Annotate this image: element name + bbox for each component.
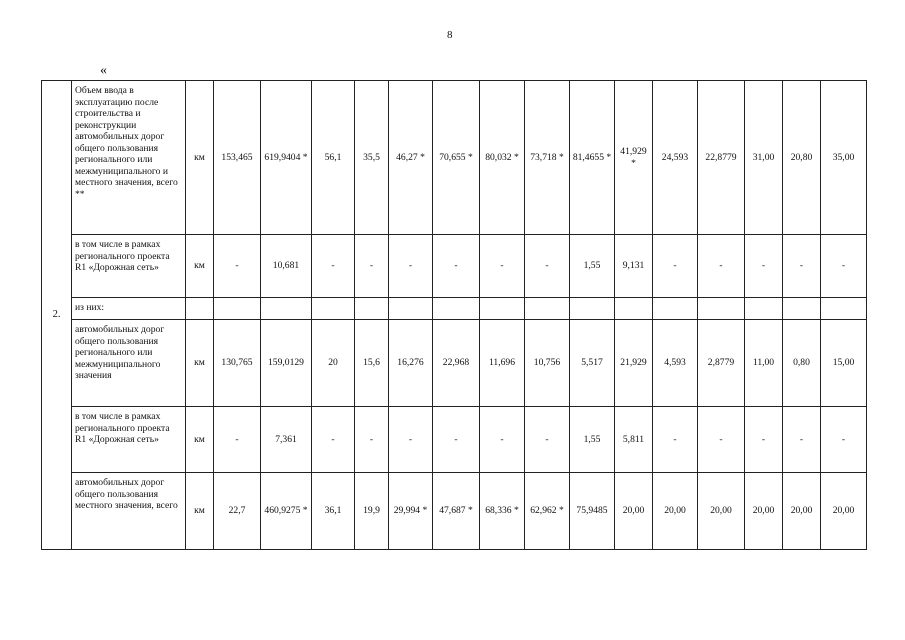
value-cell: 20 [312,320,355,407]
value-cell: - [821,235,867,298]
value-cell: 46,27 * [389,81,433,235]
value-cell: 20,00 [653,473,698,550]
value-cell [615,298,653,320]
value-cell: 81,4655 * [570,81,615,235]
value-cell: - [525,407,570,473]
value-cell: - [821,407,867,473]
value-cell: 20,00 [783,473,821,550]
indicator-description-cell: автомобильных дорог общего пользования регионального или межмуниципального значения [72,320,186,407]
value-cell: - [214,235,261,298]
value-cell: 16,276 [389,320,433,407]
value-cell [433,298,480,320]
value-cell: 41,929 * [615,81,653,235]
value-cell: 68,336 * [480,473,525,550]
value-cell: 5,517 [570,320,615,407]
unit-cell: км [186,320,214,407]
value-cell: - [698,407,745,473]
value-cell [745,298,783,320]
value-cell: 15,00 [821,320,867,407]
indicator-description-cell: в том числе в рамках регионального проекта R1 «Дорожная сеть» [72,407,186,473]
value-cell: - [312,235,355,298]
indicator-description-cell: в том числе в рамках регионального проекта R1 «Дорожная сеть» [72,235,186,298]
table-row [42,81,867,235]
value-cell: - [214,407,261,473]
table-row [42,298,867,320]
indicator-description-cell: Объем ввода в эксплуатацию после строительства и реконструкции автомобильных дорог общего пользования регионального или межмуниципального и местного значения, всего ** [72,81,186,235]
value-cell: 20,00 [745,473,783,550]
opening-quote-mark: « [100,63,107,78]
value-cell: 22,8779 [698,81,745,235]
value-cell: 10,681 [261,235,312,298]
value-cell: - [698,235,745,298]
value-cell: - [480,235,525,298]
value-cell: 5,811 [615,407,653,473]
value-cell: 19,9 [355,473,389,550]
value-cell: - [480,407,525,473]
value-cell: 11,00 [745,320,783,407]
value-cell: 0,80 [783,320,821,407]
indicator-description-cell: из них: [72,298,186,320]
value-cell: - [312,407,355,473]
value-cell [570,298,615,320]
table-row [42,407,867,473]
value-cell: 29,994 * [389,473,433,550]
unit-cell: км [186,407,214,473]
value-cell: - [355,407,389,473]
value-cell: 2,8779 [698,320,745,407]
row-number-cell: 2. [42,81,72,550]
value-cell [261,298,312,320]
value-cell: 47,687 * [433,473,480,550]
unit-cell: км [186,473,214,550]
value-cell [821,298,867,320]
value-cell: 20,80 [783,81,821,235]
value-cell: 460,9275 * [261,473,312,550]
value-cell: 130,765 [214,320,261,407]
table-row [42,235,867,298]
value-cell: 22,7 [214,473,261,550]
value-cell: 20,00 [821,473,867,550]
value-cell: 80,032 * [480,81,525,235]
value-cell: - [653,235,698,298]
value-cell [355,298,389,320]
value-cell: 21,929 [615,320,653,407]
value-cell: 20,00 [615,473,653,550]
value-cell: 20,00 [698,473,745,550]
value-cell: 11,696 [480,320,525,407]
value-cell: 75,9485 [570,473,615,550]
page-number: 8 [447,29,453,41]
value-cell: 1,55 [570,235,615,298]
value-cell: - [745,407,783,473]
value-cell: 1,55 [570,407,615,473]
indicator-description-cell: автомобильных дорог общего пользования местного значения, всего [72,473,186,550]
road-commissioning-table [41,80,867,550]
value-cell: 15,6 [355,320,389,407]
value-cell: - [783,235,821,298]
value-cell: 7,361 [261,407,312,473]
value-cell [312,298,355,320]
value-cell: - [525,235,570,298]
value-cell: 22,968 [433,320,480,407]
value-cell: 35,00 [821,81,867,235]
value-cell: - [783,407,821,473]
value-cell [214,298,261,320]
value-cell [480,298,525,320]
value-cell: 10,756 [525,320,570,407]
value-cell: - [433,407,480,473]
value-cell: 153,465 [214,81,261,235]
value-cell [525,298,570,320]
unit-cell: км [186,81,214,235]
value-cell: - [389,235,433,298]
value-cell [783,298,821,320]
value-cell: 56,1 [312,81,355,235]
unit-cell [186,298,214,320]
value-cell: 159,0129 [261,320,312,407]
table-row [42,320,867,407]
value-cell: 36,1 [312,473,355,550]
value-cell: 73,718 * [525,81,570,235]
value-cell: - [653,407,698,473]
value-cell: 9,131 [615,235,653,298]
value-cell: - [745,235,783,298]
value-cell: 70,655 * [433,81,480,235]
value-cell [389,298,433,320]
value-cell [698,298,745,320]
value-cell: 4,593 [653,320,698,407]
value-cell: 35,5 [355,81,389,235]
value-cell: 62,962 * [525,473,570,550]
value-cell: 24,593 [653,81,698,235]
value-cell: 619,9404 * [261,81,312,235]
value-cell: - [389,407,433,473]
value-cell: 31,00 [745,81,783,235]
table-row [42,473,867,550]
unit-cell: км [186,235,214,298]
value-cell: - [355,235,389,298]
value-cell: - [433,235,480,298]
value-cell [653,298,698,320]
